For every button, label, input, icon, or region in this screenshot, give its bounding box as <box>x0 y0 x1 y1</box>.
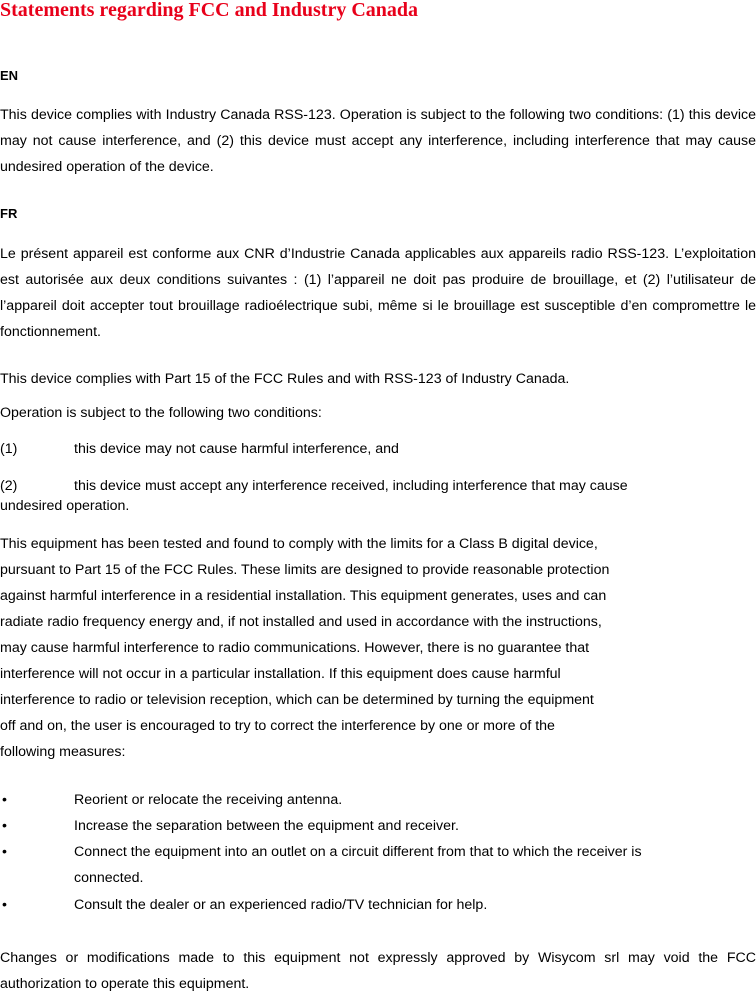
paragraph-line: interference to radio or television reception, which can be determined by turning the equipment <box>0 692 594 708</box>
fr-paragraph: Le présent appareil est conforme aux CNR d’Industrie Canada applicables aux appareils radio RSS-123. L’exploitation est autorisée aux deux conditions suivantes : (1) l’appareil ne doit pas produire de brouillage, et (2) l’utilisateur de l’appareil doit accepter tout brouillage radioélectrique subi, même si le brouillage est susceptible d’en compromettre le fonctionnement. <box>0 246 756 340</box>
condition-text: this device may not cause harmful interference, and <box>74 441 399 457</box>
measure-text: Reorient or relocate the receiving antenna. <box>74 792 343 808</box>
paragraph-line: interference will not occur in a particular installation. If this equipment does cause harmful <box>0 666 561 682</box>
condition-text: this device must accept any interference received, including interference that may cause <box>74 478 628 494</box>
en-heading: EN <box>0 68 19 83</box>
paragraph-line: may cause harmful interference to radio communications. However, there is no guarantee that <box>0 640 590 656</box>
measure-text: Consult the dealer or an experienced radio/TV technician for help. <box>74 897 488 913</box>
changes-paragraph: Changes or modifications made to this equipment not expressly approved by Wisycom srl may void the FCC authorization to operate this equipment. <box>0 950 756 992</box>
bullet-icon: • <box>2 792 7 808</box>
condition-text-continued: undesired operation. <box>0 498 130 514</box>
en-paragraph: This device complies with Industry Canada RSS-123. Operation is subject to the following two conditions: (1) this device may not cause interference, and (2) this device must accept any interference, including interference that may cause undesired operation of the device. <box>0 107 756 175</box>
measure-text: Connect the equipment into an outlet on a circuit different from that to which the receiver is connected. <box>74 844 642 886</box>
paragraph-line: radiate radio frequency energy and, if not installed and used in accordance with the instructions, <box>0 614 602 630</box>
measure-text: Increase the separation between the equipment and receiver. <box>74 818 459 834</box>
condition-number: (2) <box>0 478 18 494</box>
bullet-icon: • <box>2 897 7 913</box>
page-title: Statements regarding FCC and Industry Canada <box>0 0 419 21</box>
condition-number: (1) <box>0 441 18 457</box>
bullet-icon: • <box>2 844 7 860</box>
operation-conditions-intro: Operation is subject to the following two conditions: <box>0 405 322 421</box>
paragraph-line: against harmful interference in a residential installation. This equipment generates, uses and can <box>0 588 607 604</box>
paragraph-line: pursuant to Part 15 of the FCC Rules. These limits are designed to provide reasonable protection <box>0 562 610 578</box>
fr-heading: FR <box>0 206 18 221</box>
paragraph-line: This equipment has been tested and found to comply with the limits for a Class B digital device, <box>0 536 598 552</box>
fcc-compliance-statement: This device complies with Part 15 of the FCC Rules and with RSS-123 of Industry Canada. <box>0 371 570 387</box>
paragraph-line: off and on, the user is encouraged to try to correct the interference by one or more of the <box>0 718 555 734</box>
paragraph-line: following measures: <box>0 744 126 760</box>
bullet-icon: • <box>2 818 7 834</box>
